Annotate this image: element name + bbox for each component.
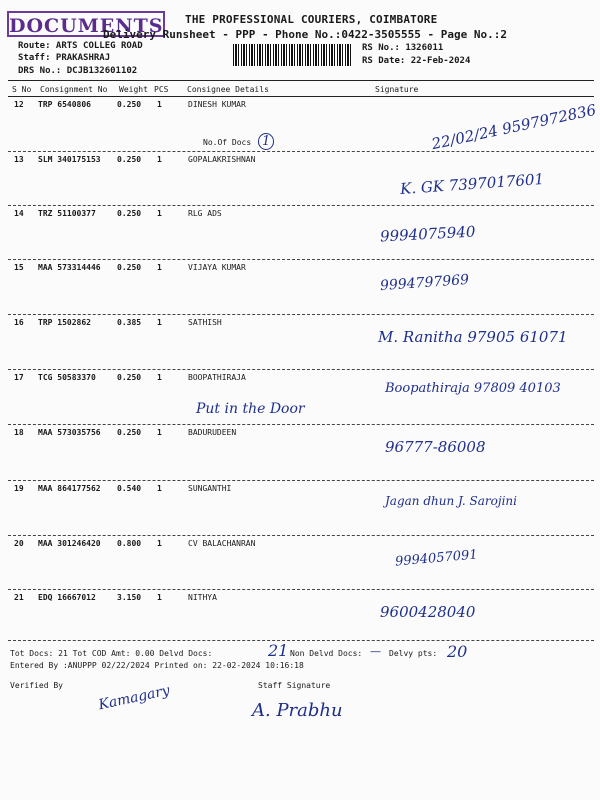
row-pcs: 1 xyxy=(157,209,162,218)
row-signature: Boopathiraja 97809 40103 xyxy=(385,381,561,396)
row-weight: 0.250 xyxy=(117,155,142,164)
row-consignment-no: TRZ 51100377 xyxy=(38,209,96,218)
row-separator xyxy=(8,151,594,152)
row-note: Put in the Door xyxy=(196,401,305,417)
col-signature: Signature xyxy=(375,85,419,94)
row-separator xyxy=(8,314,594,315)
row-weight: 3.150 xyxy=(117,593,142,602)
row-signature: 9994797969 xyxy=(379,271,470,295)
row-sno: 18 xyxy=(14,428,24,437)
col-pcs: PCS xyxy=(154,85,169,94)
row-signature: 22/02/24 9597972836 xyxy=(429,100,598,154)
row-weight: 0.250 xyxy=(117,373,142,382)
row-consignee: NITHYA xyxy=(188,593,217,602)
row-pcs: 1 xyxy=(157,593,162,602)
row-signature: 9600428040 xyxy=(380,603,476,621)
row-signature: 96777-86008 xyxy=(385,438,486,456)
footer-entered-printed: Entered By :ANUPPP 02/22/2024 Printed on: 22-02-2024 10:16:18 xyxy=(10,661,304,670)
row-signature: M. Ranitha 97905 61071 xyxy=(378,328,568,346)
row-consignee: RLG ADS xyxy=(188,209,222,218)
row-weight: 0.800 xyxy=(117,539,142,548)
row-sno: 14 xyxy=(14,209,24,218)
row-pcs: 1 xyxy=(157,155,162,164)
row-consignee: SUNGANTHI xyxy=(188,484,232,493)
row-consignment-no: MAA 301246420 xyxy=(38,539,101,548)
rs-number: RS No.: 1326011 xyxy=(362,43,444,53)
row-separator xyxy=(8,369,594,370)
row-consignee: VIJAYA KUMAR xyxy=(188,263,246,272)
row-consignee: DINESH KUMAR xyxy=(188,100,246,109)
row-consignment-no: TRP 1502862 xyxy=(38,318,91,327)
row-separator xyxy=(8,205,594,206)
row-sno: 12 xyxy=(14,100,24,109)
row-sno: 21 xyxy=(14,593,24,602)
delvd-docs-value: 21 xyxy=(268,641,289,660)
row-no-of-docs-hand: 1 xyxy=(258,133,274,150)
row-weight: 0.385 xyxy=(117,318,142,327)
row-weight: 0.250 xyxy=(117,263,142,272)
verified-by-label: Verified By xyxy=(10,681,63,690)
row-pcs: 1 xyxy=(157,484,162,493)
row-no-of-docs: No.Of Docs xyxy=(203,138,252,147)
row-separator xyxy=(8,424,594,425)
row-sno: 17 xyxy=(14,373,24,382)
row-consignee: BADURUDEEN xyxy=(188,428,237,437)
barcode xyxy=(233,44,351,66)
drs-number: DRS No.: DCJB132601102 xyxy=(18,66,138,76)
row-sno: 20 xyxy=(14,539,24,548)
row-pcs: 1 xyxy=(157,539,162,548)
row-separator xyxy=(8,259,594,260)
row-signature: Jagan dhun J. Sarojini xyxy=(385,494,517,508)
row-separator xyxy=(8,480,594,481)
row-consignment-no: EDQ 16667012 xyxy=(38,593,96,602)
staff-label: Staff: PRAKASHRAJ xyxy=(18,53,111,63)
row-sno: 19 xyxy=(14,484,24,493)
col-consignee: Consignee Details xyxy=(187,85,269,94)
non-delvd-label: Non Delvd Docs: xyxy=(290,649,363,658)
delvy-pts-label: Delvy pts: xyxy=(389,649,438,658)
row-separator xyxy=(8,640,594,641)
route-label: Route: ARTS COLLEG ROAD xyxy=(18,41,143,51)
table-header-rule xyxy=(8,96,594,97)
row-consignee: BOOPATHIRAJA xyxy=(188,373,246,382)
row-consignee: CV BALACHANRAN xyxy=(188,539,256,548)
verified-signature: Kamagary xyxy=(97,682,172,714)
table-top-rule xyxy=(8,80,594,81)
runsheet-subtitle: Delivery Runsheet - PPP - Phone No.:0422-3505555 - Page No.:2 xyxy=(103,28,507,41)
row-pcs: 1 xyxy=(157,373,162,382)
non-delvd-value: — xyxy=(370,645,381,658)
row-signature: 9994075940 xyxy=(379,222,476,246)
row-pcs: 1 xyxy=(157,263,162,272)
row-weight: 0.540 xyxy=(117,484,142,493)
row-pcs: 1 xyxy=(157,428,162,437)
row-pcs: 1 xyxy=(157,318,162,327)
rs-date: RS Date: 22-Feb-2024 xyxy=(362,56,471,66)
footer-totals: Tot Docs: 21 Tot COD Amt: 0.00 Delvd Docs: xyxy=(10,649,213,658)
col-weight: Weight xyxy=(119,85,148,94)
col-consignment: Consignment No xyxy=(40,85,108,94)
row-consignment-no: TCG 50583370 xyxy=(38,373,96,382)
row-separator xyxy=(8,589,594,590)
row-signature: K. GK 7397017601 xyxy=(399,169,545,199)
staff-signature: A. Prabhu xyxy=(252,700,343,721)
col-sno: S No xyxy=(12,85,32,94)
row-consignment-no: MAA 864177562 xyxy=(38,484,101,493)
row-consignee: SATHISH xyxy=(188,318,222,327)
row-consignee: GOPALAKRISHNAN xyxy=(188,155,256,164)
row-sno: 15 xyxy=(14,263,24,272)
row-signature: 9994057091 xyxy=(394,547,479,570)
documents-stamp: DOCUMENTS xyxy=(7,11,165,37)
row-separator xyxy=(8,535,594,536)
row-sno: 16 xyxy=(14,318,24,327)
row-weight: 0.250 xyxy=(117,428,142,437)
row-weight: 0.250 xyxy=(117,209,142,218)
row-consignment-no: SLM 340175153 xyxy=(38,155,101,164)
company-title: THE PROFESSIONAL COURIERS, COIMBATORE xyxy=(185,13,438,26)
row-pcs: 1 xyxy=(157,100,162,109)
row-sno: 13 xyxy=(14,155,24,164)
row-consignment-no: TRP 6540806 xyxy=(38,100,91,109)
row-weight: 0.250 xyxy=(117,100,142,109)
delvy-pts-value: 20 xyxy=(447,642,468,661)
row-consignment-no: MAA 573035756 xyxy=(38,428,101,437)
row-consignment-no: MAA 573314446 xyxy=(38,263,101,272)
staff-signature-label: Staff Signature xyxy=(258,681,331,690)
